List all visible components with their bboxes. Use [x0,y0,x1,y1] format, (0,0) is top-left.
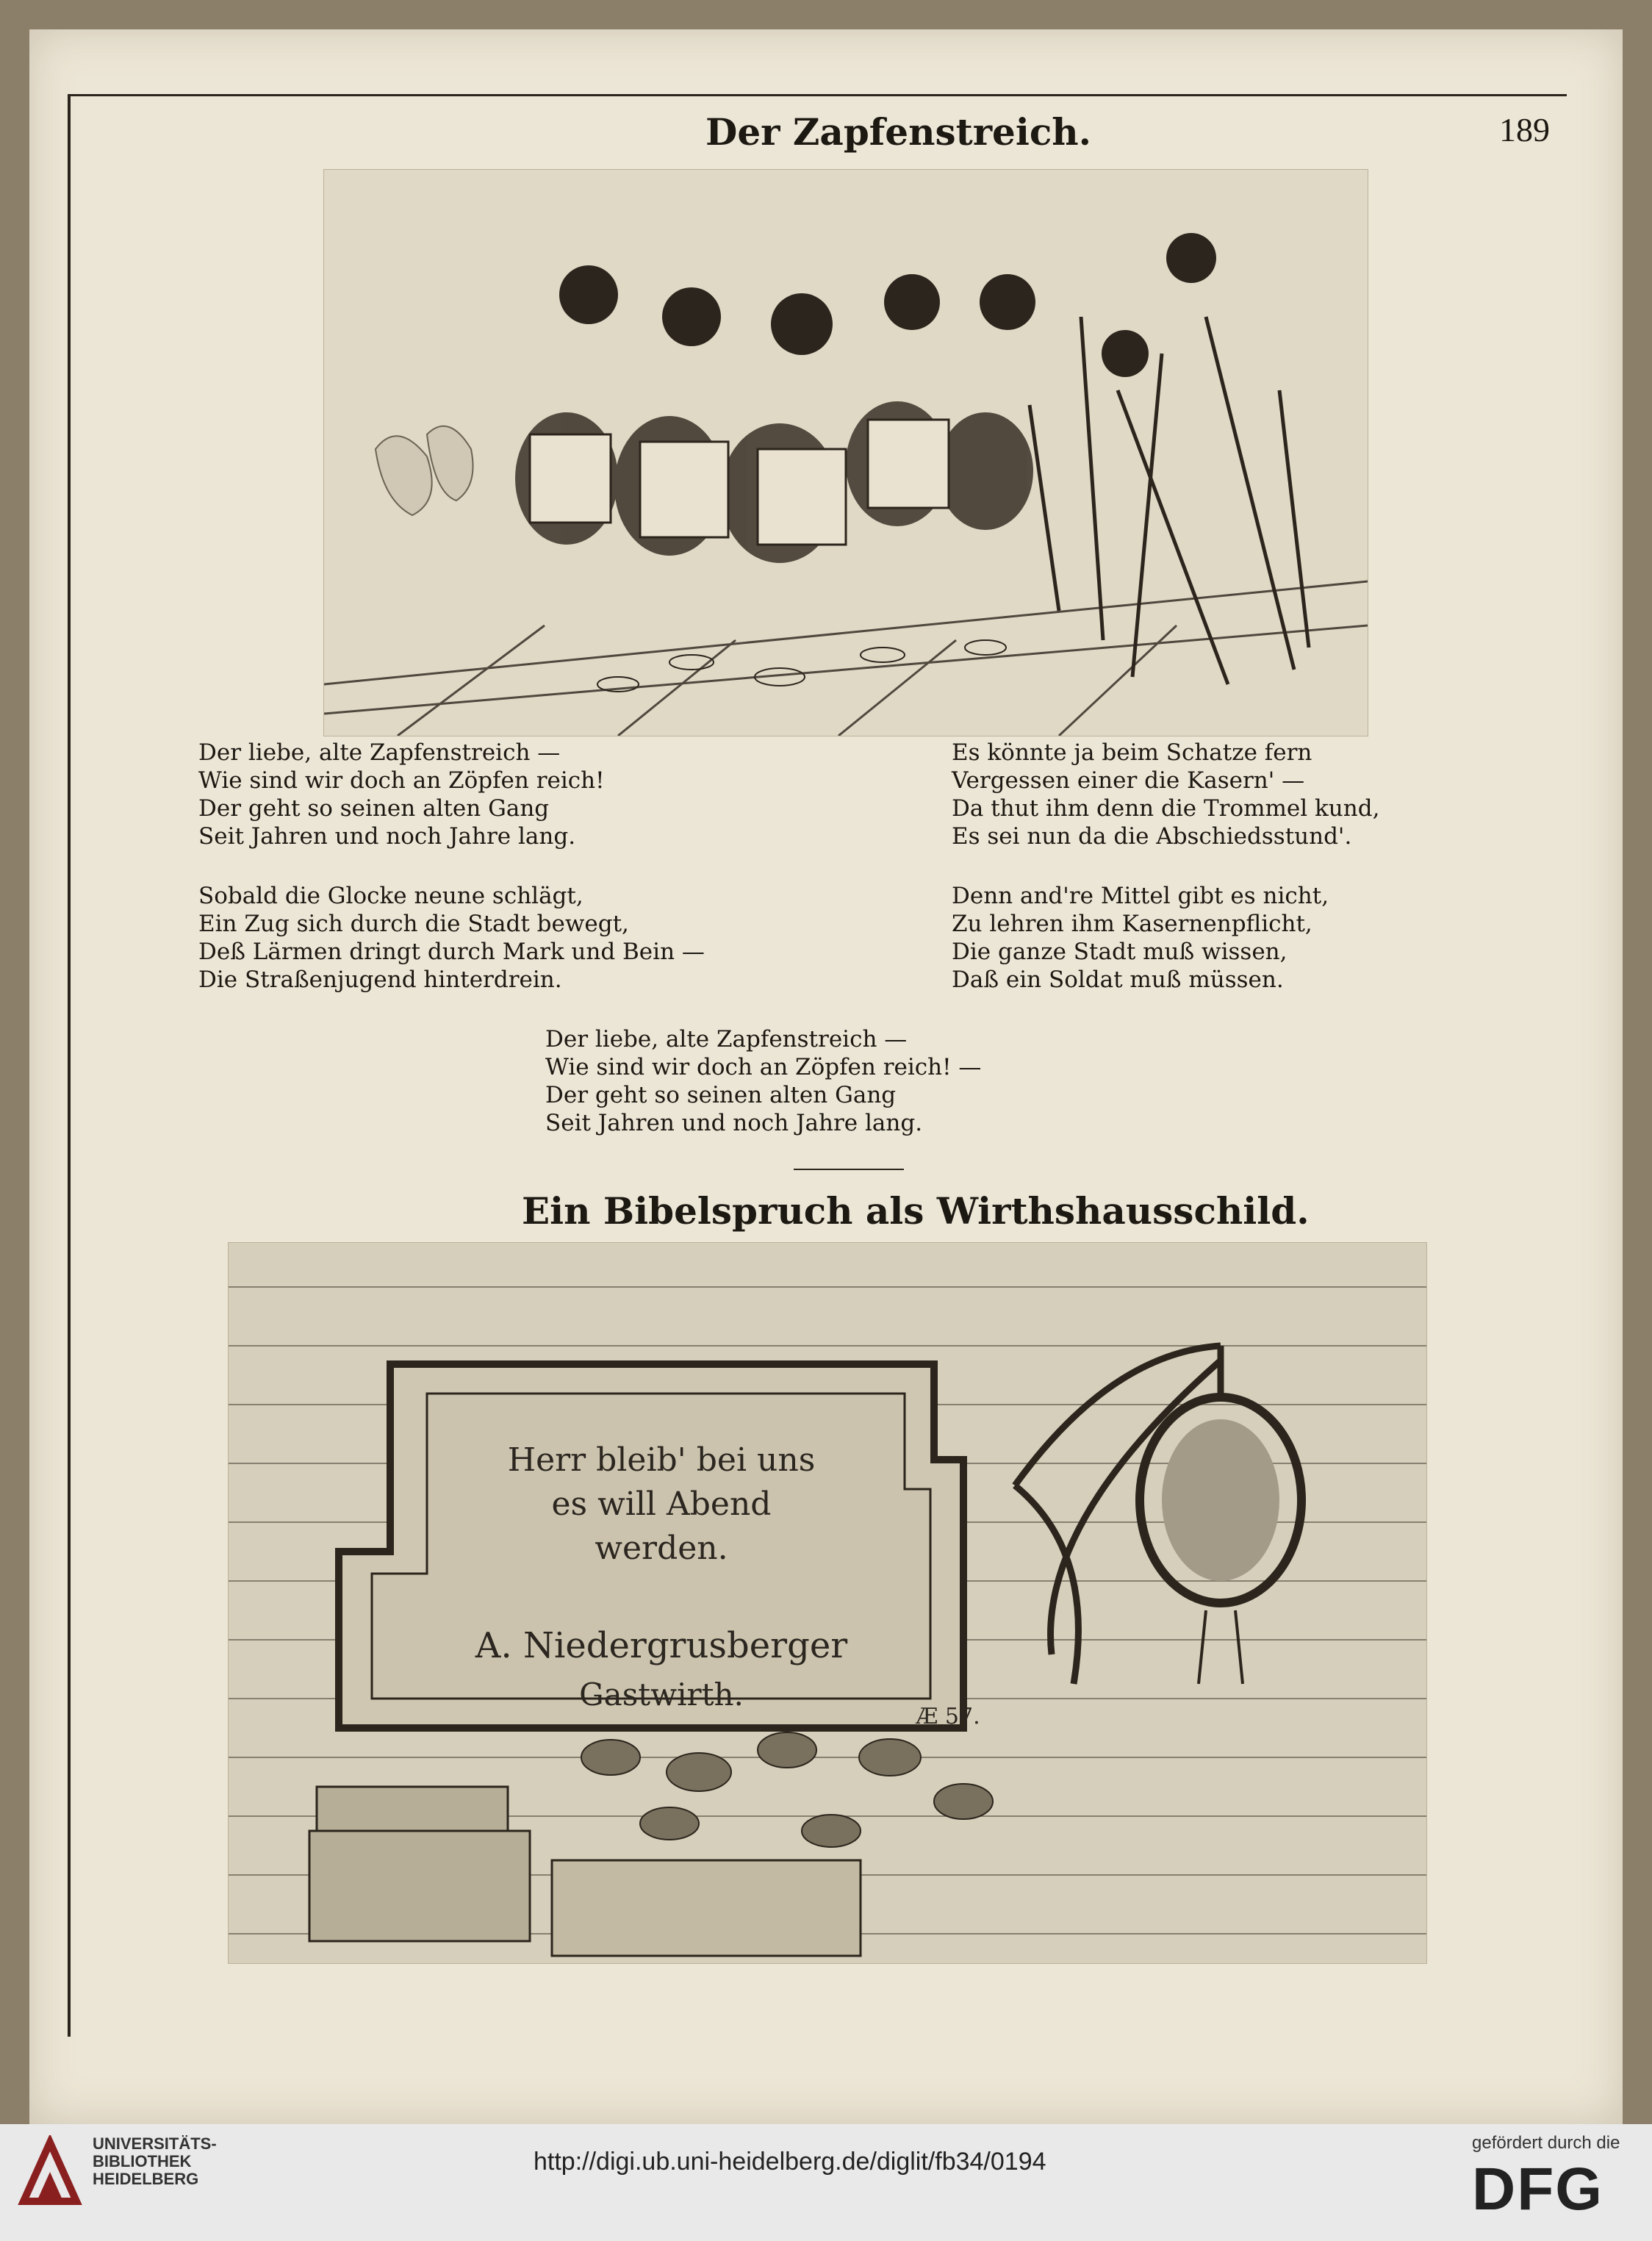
sign-verse-line-2: es will Abend [551,1485,772,1523]
engraver-monogram: Æ 57. [916,1704,980,1729]
section-title: Ein Bibelspruch als Wirthshausschild. [522,1189,1310,1233]
inn-sign-illustration [228,1242,1427,1964]
section-divider [794,1169,904,1170]
poem-left-stanza-1: Der liebe, alte Zapfenstreich — Wie sind wir doch an Zöpfen reich! Der geht so seinen alten Gang Seit Jahren und noch Jahre lang. [198,739,605,850]
sign-innkeeper-role: Gastwirth. [579,1677,744,1713]
poem-left-stanza-2: Sobald die Glocke neune schlägt, Ein Zug sich durch die Stadt bewegt, Deß Lärmen dringt durch Mark und Bein — Die Straßenjugend hinterdrein. [198,883,705,993]
sponsor-label: gefördert durch die [1472,2133,1620,2153]
drummers-illustration [323,169,1368,736]
page-number: 189 [1499,111,1550,148]
poem-closing-stanza: Der liebe, alte Zapfenstreich — Wie sind wir doch an Zöpfen reich! — Der geht so seinen alten Gang Seit Jahren und noch Jahre lang. [545,1026,982,1136]
dfg-logo: DFG [1472,2156,1604,2223]
sign-verse-line-3: werden. [595,1530,728,1567]
poem-right-stanza-2: Denn and're Mittel gibt es nicht, Zu lehren ihm Kasernenpflicht, Die ganze Stadt muß wissen, Daß ein Soldat muß müssen. [952,883,1329,993]
page-title: Der Zapfenstreich. [705,110,1092,154]
sign-verse-line-1: Herr bleib' bei uns [507,1441,816,1479]
permalink-url[interactable]: http://digi.ub.uni-heidelberg.de/diglit/fb34/0194 [534,2148,1046,2176]
viewer-footer [0,2124,1652,2241]
poem-right-stanza-1: Es könnte ja beim Schatze fern Vergessen einer die Kasern' — Da thut ihm denn die Trommel kund, Es sei nun da die Abschiedsstund'. [952,739,1380,850]
sign-innkeeper-name: A. Niedergrusberger [475,1625,848,1666]
heidelberg-library-logo-icon [16,2135,84,2209]
library-name: UNIVERSITÄTS- BIBLIOTHEK HEIDELBERG [93,2134,217,2188]
